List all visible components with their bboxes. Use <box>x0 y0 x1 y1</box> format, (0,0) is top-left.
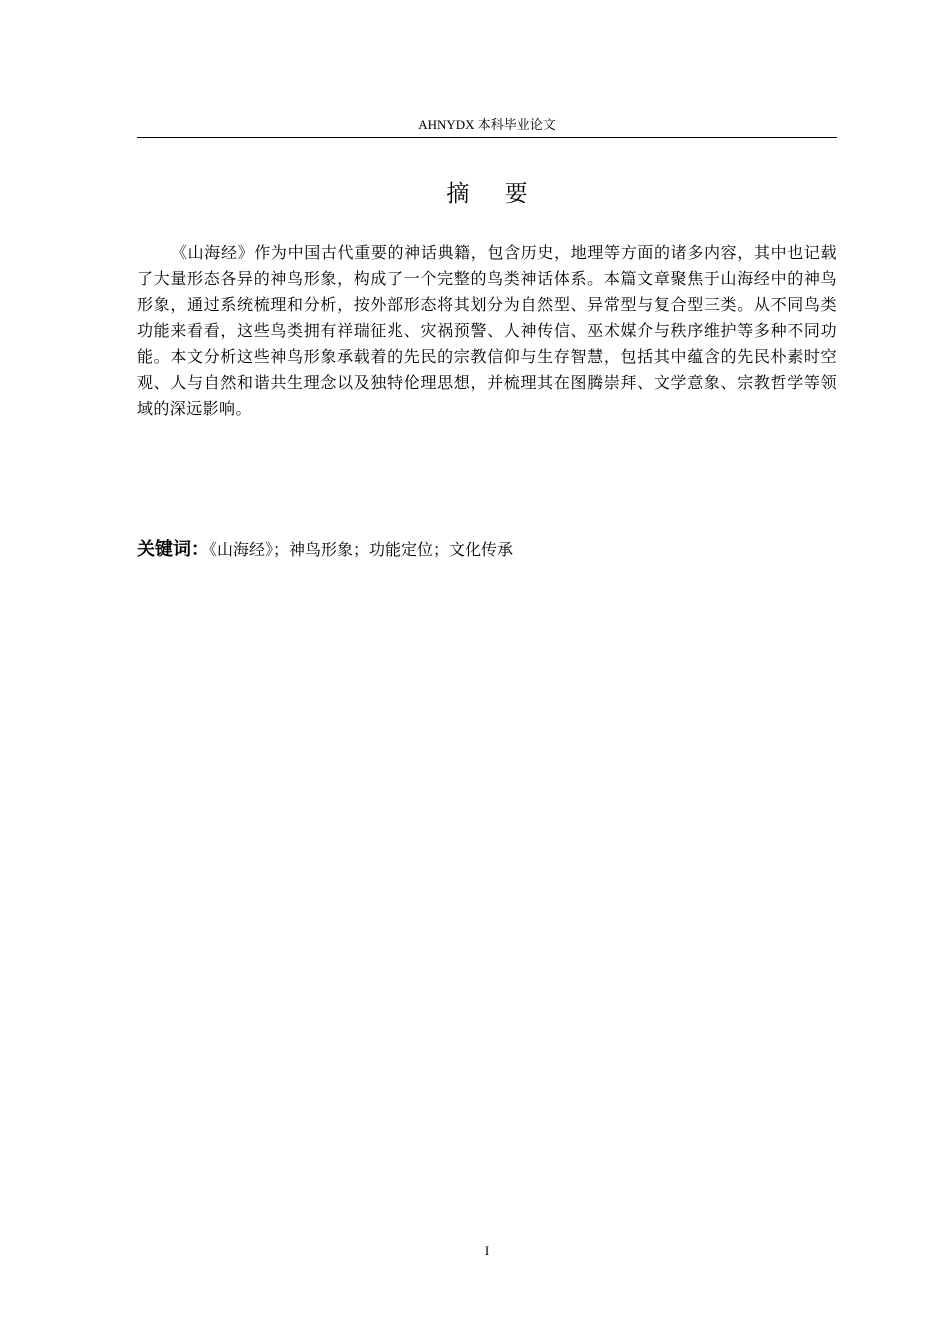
abstract-body: 《山海经》作为中国古代重要的神话典籍，包含历史，地理等方面的诸多内容，其中也记载了大量形态各异的神鸟形象，构成了一个完整的鸟类神话体系。本篇文章聚焦于山海经中的神鸟形象，通过系统梳理和分析，按外部形态将其划分为自然型、异常型与复合型三类。从不同鸟类功能来看看，这些鸟类拥有祥瑞征兆、灾祸预警、人神传信、巫术媒介与秩序维护等多种不同功能。本文分析这些神鸟形象承载着的先民的宗教信仰与生存智慧，包括其中蕴含的先民朴素时空观、人与自然和谐共生理念以及独特伦理思想，并梳理其在图腾崇拜、文学意象、宗教哲学等领域的深远影响。 <box>137 243 837 418</box>
page-number: I <box>484 1243 490 1258</box>
keywords-text: 《山海经》；神鸟形象；功能定位；文化传承 <box>209 540 514 559</box>
header-rule <box>137 137 837 138</box>
keywords-label: 关键词： <box>137 539 209 560</box>
keywords-line <box>137 537 837 563</box>
running-header: AHNYDX 本科毕业论文 <box>418 117 556 132</box>
abstract-title: 摘 要 <box>446 181 542 207</box>
